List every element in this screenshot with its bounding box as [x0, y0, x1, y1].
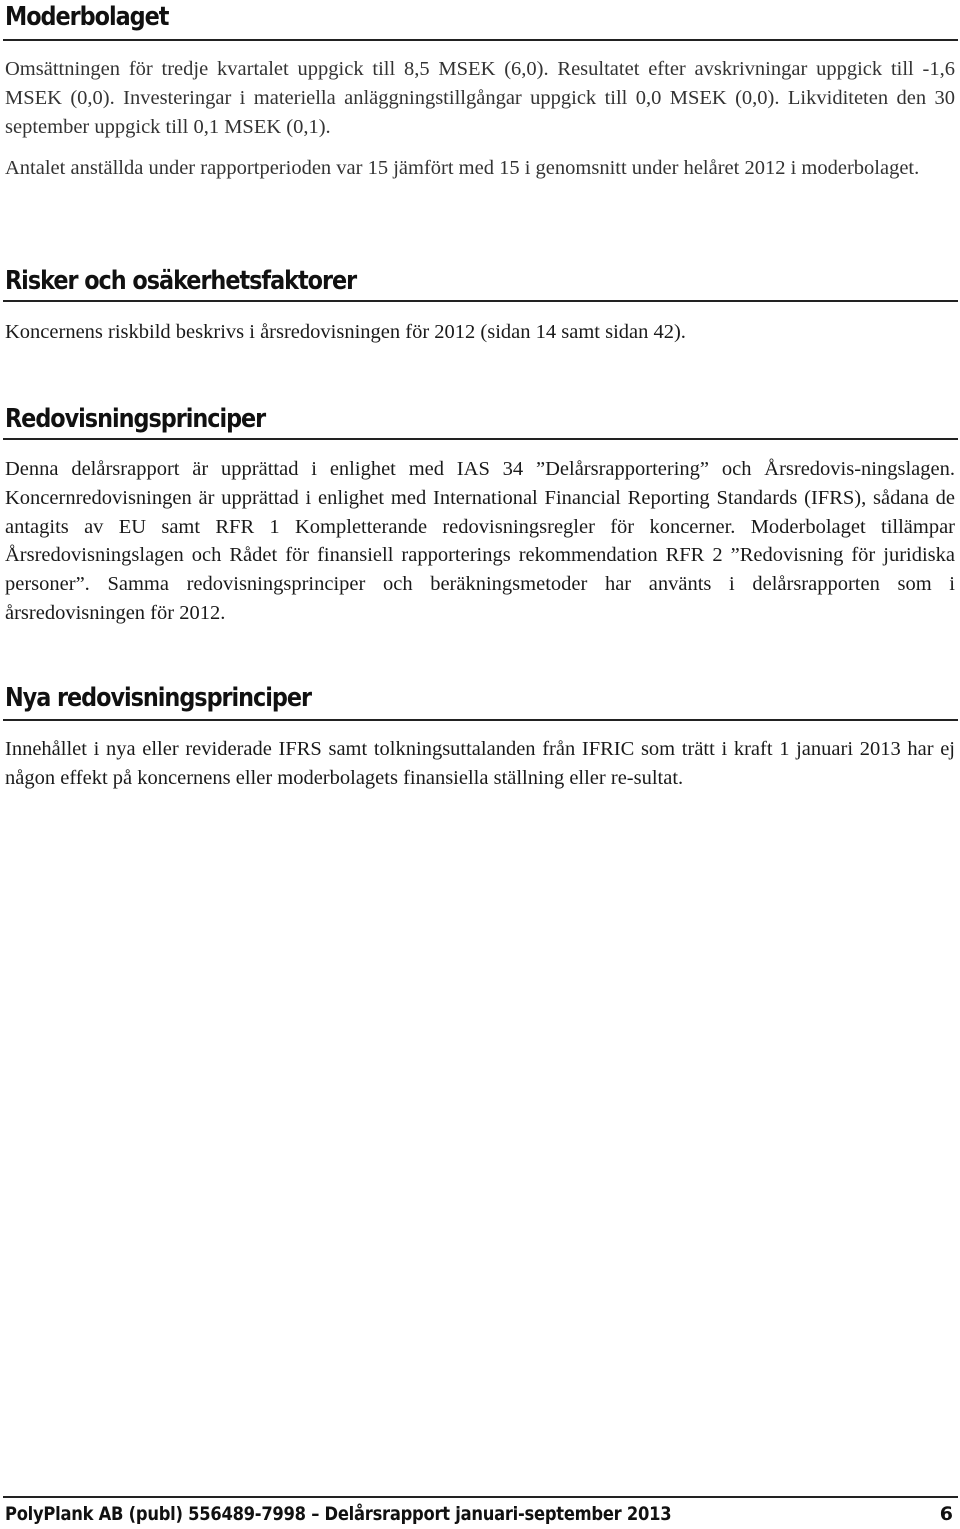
heading-rule [3, 39, 958, 41]
paragraph-nya-redovisningsprinciper: Innehållet i nya eller reviderade IFRS samt tolkningsuttalanden från IFRIC som trätt i kraft 1 januari 2013 har ej någon effekt på koncernens eller moderbolagets finansiella ställning eller re-sultat. [5, 738, 955, 789]
heading-rule [3, 719, 958, 721]
paragraph-risker: Koncernens riskbild beskrivs i årsredovisningen för 2012 (sidan 14 samt sidan 42). [5, 321, 686, 343]
footer-page-number: 6 [939, 1503, 953, 1525]
paragraph-redovisningsprinciper: Denna delårsrapport är upprättad i enlighet med IAS 34 ”Delårsrapportering” och Årsredovis-ningslagen. Koncernredovisningen är upprättad i enlighet med International Financial Reporting Standards (IFRS), sådana de antagits av EU samt RFR 1 Kompletterande redovisningsregler för koncerner. Moderbolaget tillämpar Årsredovisningslagen och Rådet för finansiell rapporterings rekommendation RFR 2 ”Redovisning för juridiska personer”. Samma redovisningsprinciper och beräkningsmetoder har använts i delårsrapporten som i årsredovisningen för 2012. [5, 458, 955, 624]
heading-rule [3, 438, 958, 440]
section-heading-redovisningsprinciper: Redovisningsprinciper [5, 404, 266, 434]
footer-document-title: PolyPlank AB (publ) 556489-7998 – Delårsrapport januari-september 2013 [5, 1503, 672, 1525]
paragraph-moderbolaget-results: Omsättningen för tredje kvartalet uppgick till 8,5 MSEK (6,0). Resultatet efter avskrivningar uppgick till -1,6 MSEK (0,0). Investeringar i materiella anläggningstillgångar uppgick till 0,0 MSEK (0,0). Likviditeten den 30 september uppgick till 0,1 MSEK (0,1). [5, 58, 955, 138]
section-heading-risker: Risker och osäkerhetsfaktorer [5, 266, 357, 296]
footer-rule [3, 1496, 958, 1498]
page-footer [5, 1500, 957, 1528]
paragraph-moderbolaget-employees: Antalet anställda under rapportperioden var 15 jämfört med 15 i genomsnitt under helåret 2012 i moderbolaget. [5, 157, 920, 179]
heading-rule [3, 300, 958, 302]
section-heading-nya-redovisningsprinciper: Nya redovisningsprinciper [5, 683, 312, 713]
section-heading-moderbolaget: Moderbolaget [5, 2, 169, 32]
